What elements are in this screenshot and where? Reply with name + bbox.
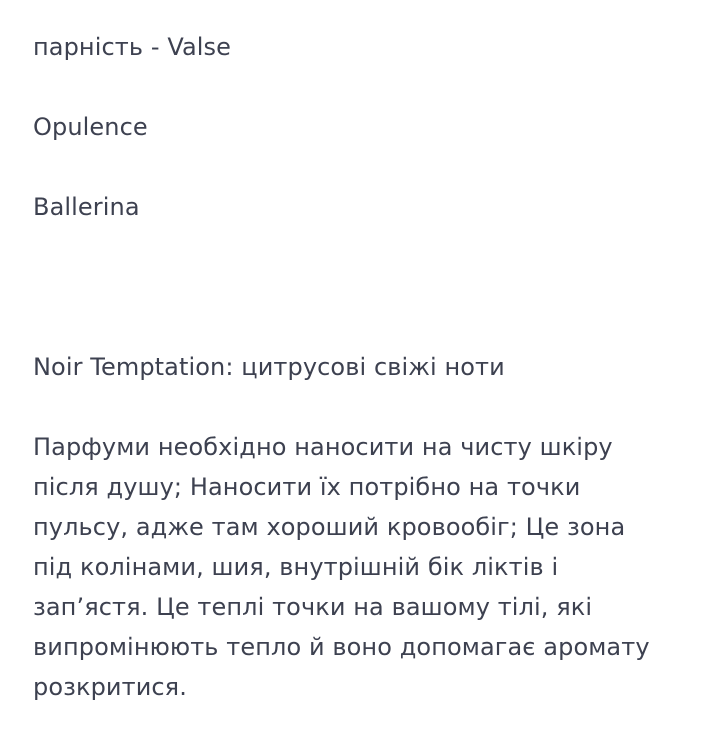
- text-line-valse: парність - Valse: [33, 33, 232, 61]
- text-line-opulence: Opulence: [33, 113, 148, 141]
- paragraph-line: пульсу, адже там хороший кровообіг; Це зона: [33, 513, 626, 541]
- paragraph-line: розкритися.: [33, 673, 187, 701]
- paragraph-line: зап’ястя. Це теплі точки на вашому тілі, які: [33, 593, 593, 621]
- text-line-noir-temptation: Noir Temptation: цитрусові свіжі ноти: [33, 353, 505, 381]
- paragraph-line: Парфуми необхідно наносити на чисту шкіру: [33, 433, 613, 461]
- paragraph-line: випромінюють тепло й воно допомагає аромату: [33, 633, 650, 661]
- text-line-ballerina: Ballerina: [33, 193, 140, 221]
- paragraph-line: після душу; Наносити їх потрібно на точки: [33, 473, 581, 501]
- paragraph-line: під колінами, шия, внутрішній бік ліктів і: [33, 553, 559, 581]
- application-instructions-paragraph: [33, 427, 693, 707]
